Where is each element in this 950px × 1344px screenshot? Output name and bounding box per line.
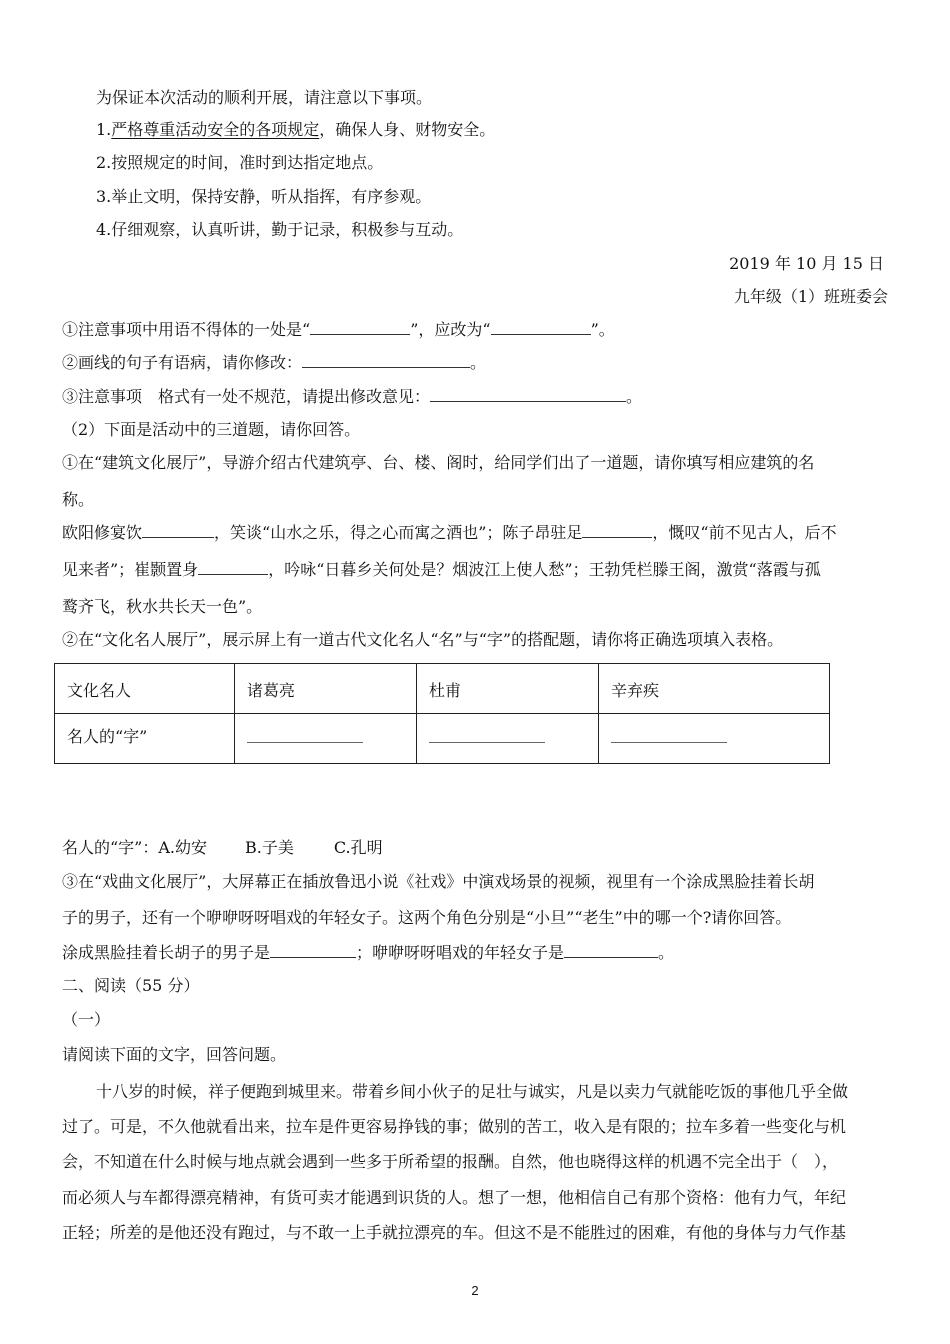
answer-blank[interactable]	[564, 943, 658, 958]
notice-item-2: 2.按照规定的时间，准时到达指定地点。	[96, 153, 384, 172]
answer-blank[interactable]	[611, 724, 727, 743]
reading-line: 而必须人与车都得漂亮精神，有货可卖才能遇到识货的人。想了一想，他相信自己有那个资格：他有力气，年纪	[62, 1188, 847, 1207]
table-cell: 诸葛亮	[235, 664, 417, 714]
text: 见来者”；崔颢置身	[62, 560, 199, 579]
answer-blank[interactable]	[142, 523, 214, 538]
answer-blank[interactable]	[247, 724, 363, 743]
text: 涂成黑脸挂着长胡子的男子是	[62, 943, 271, 962]
question-1	[62, 320, 615, 340]
question-1-text-a: ①注意事项中用语不得体的一处是“	[62, 320, 311, 339]
option-a: 名人的“字”：A.幼安	[62, 838, 208, 857]
reading-instruction: 请阅读下面的文字，回答问题。	[62, 1045, 287, 1064]
name-style-table	[54, 663, 830, 764]
part2-p2-line3: 鹜齐飞，秋水共长天一色”。	[62, 597, 263, 616]
table-cell: 文化名人	[55, 664, 235, 714]
reading-line: 会，不知道在什么时候与地点就会遇到一些多于所希望的报酬。自然，他也晓得这样的机遇不完全出于（ ），	[62, 1152, 839, 1171]
question-3	[62, 387, 642, 407]
options-line	[62, 838, 383, 858]
page-number: 2	[471, 1283, 479, 1298]
answer-blank[interactable]	[491, 320, 591, 335]
part2-p1-line2: 称。	[62, 490, 95, 509]
question-2-text-b: 。	[470, 353, 487, 372]
notice-item-1	[96, 120, 495, 140]
reading-sub: （一）	[62, 1010, 111, 1029]
text: ；咿咿呀呀唱戏的年轻女子是	[356, 943, 565, 962]
option-c: C.孔明	[333, 838, 383, 857]
table-cell: 名人的“字”	[55, 714, 235, 764]
notice-item-1-rest: ，确保人身、财物安全。	[319, 120, 496, 139]
table-cell	[417, 714, 599, 764]
table-row	[55, 714, 830, 764]
text: ，笑谈“山水之乐，得之心而寓之酒也”；陈子昂驻足	[214, 523, 583, 542]
question-1-text-c: ”。	[590, 320, 615, 339]
answer-blank[interactable]	[270, 943, 356, 958]
option-b: B.子美	[245, 838, 294, 857]
reading-heading: 二、阅读（55 分）	[62, 976, 200, 995]
part2-p2-line1	[62, 523, 837, 543]
table-header-row	[55, 664, 830, 714]
question-2	[62, 353, 486, 373]
text: ，吟咏“日暮乡关何处是？烟波江上使人愁”；王勃凭栏滕王阁，激赏“落霞与孤	[268, 560, 821, 579]
table-cell	[599, 714, 830, 764]
notice-date: 2019 年 10 月 15 日	[729, 254, 884, 273]
reading-line: 十八岁的时候，祥子便跑到城里来。带着乡间小伙子的足壮与诚实，凡是以卖力气就能吃饭的事他几乎全做	[96, 1082, 849, 1101]
question-1-text-b: ”，应改为“	[410, 320, 491, 339]
table-cell: 辛弃疾	[599, 664, 830, 714]
reading-line: 过了。可是，不久他就看出来，拉车是件更容易挣钱的事；做别的苦工，收入是有限的；拉车多着一些变化与机	[62, 1117, 847, 1136]
part2-p1-line1: ①在“建筑文化展厅”，导游介绍古代建筑亭、台、楼、阁时，给同学们出了一道题，请你填写相应建筑的名	[62, 453, 815, 472]
opera-line3	[62, 943, 674, 963]
answer-blank[interactable]	[582, 523, 652, 538]
answer-blank[interactable]	[430, 387, 626, 402]
notice-item-1-num: 1.	[96, 120, 112, 139]
answer-blank[interactable]	[198, 560, 268, 575]
question-3-text-b: 。	[626, 387, 643, 406]
part2-heading: （2）下面是活动中的三道题，请你回答。	[62, 420, 361, 439]
text: ，慨叹“前不见古人，后不	[652, 523, 837, 542]
answer-blank[interactable]	[302, 353, 470, 368]
question-3-text-a: ③注意事项 格式有一处不规范，请提出修改意见：	[62, 387, 431, 406]
text: 。	[658, 943, 675, 962]
table-cell	[235, 714, 417, 764]
table-cell: 杜甫	[417, 664, 599, 714]
answer-blank[interactable]	[429, 724, 545, 743]
notice-item-4: 4.仔细观察，认真听讲，勤于记录，积极参与互动。	[96, 220, 464, 239]
part2-p2-line2	[62, 560, 821, 580]
notice-intro: 为保证本次活动的顺利开展，请注意以下事项。	[96, 88, 433, 107]
answer-blank[interactable]	[310, 320, 410, 335]
opera-line1: ③在“戏曲文化展厅”，大屏幕正在插放鲁迅小说《社戏》中演戏场景的视频，视里有一个涂成黑脸挂着长胡	[62, 872, 815, 891]
underlined-sentence: 严格尊重活动安全的各项规定	[111, 120, 320, 139]
text: 欧阳修宴饮	[62, 523, 143, 542]
reading-line: 正轻；所差的是他还没有跑过，与不敢一上手就拉漂亮的车。但这不是不能胜过的困难，有他的身体与力气作基	[62, 1223, 847, 1242]
notice-item-3: 3.举止文明，保持安静，听从指挥，有序参观。	[96, 187, 432, 206]
question-2-text-a: ②画线的句子有语病，请你修改：	[62, 353, 303, 372]
notice-signature: 九年级（1）班班委会	[733, 287, 888, 306]
opera-line2: 子的男子，还有一个咿咿呀呀唱戏的年轻女子。这两个角色分别是“小旦”“老生”中的哪一个?请你回答。	[62, 908, 792, 927]
part2-p3: ②在“文化名人展厅”，展示屏上有一道古代文化名人“名”与“字”的搭配题，请你将正确选项填入表格。	[62, 630, 784, 649]
